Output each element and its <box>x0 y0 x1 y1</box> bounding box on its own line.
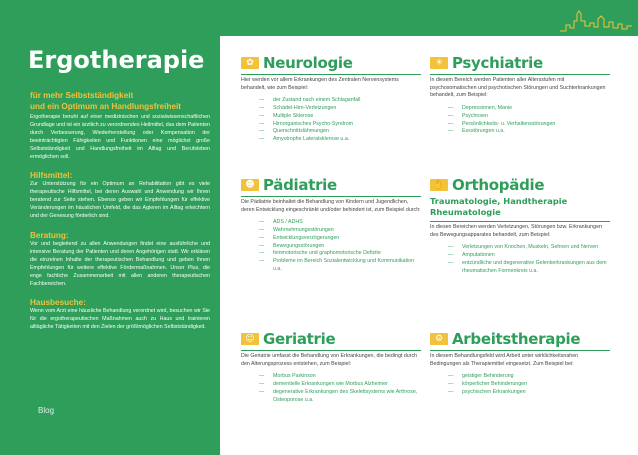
section-geriatrie <box>241 331 421 404</box>
section-orthopaedie <box>430 177 610 275</box>
section-intro: In diesem Behandlungsfeld wird Arbeit unter wirklichkeitsnahen Bedingungen als Therapiemittel eingesetzt. Zum Beispiel bei: <box>430 353 579 367</box>
section-title: Psychiatrie <box>452 54 543 72</box>
item-list <box>241 373 421 404</box>
section-paediatrie <box>241 177 421 273</box>
sun-icon: ☀ <box>430 57 448 69</box>
divider <box>241 196 421 197</box>
list-item: — Probleme im Bereich Sozialentwicklung und Kommunikation u.a. <box>241 258 421 273</box>
list-item: — Amputationen <box>430 252 610 260</box>
list-item: — Entwicklungsverzögerungen <box>241 235 421 243</box>
section-title: Neurologie <box>263 54 353 72</box>
list-item: — Essstörungen u.a. <box>430 128 610 136</box>
list-item: — degenerative Erkrankungen des Skelettsystems wie Arthrose, Osteoporose u.a. <box>241 389 421 404</box>
divider <box>241 74 421 75</box>
item-list <box>430 373 610 396</box>
child-head-icon: ☻ <box>241 179 259 191</box>
list-item: — dementielle Erkrankungen wie Morbus Alzheimer <box>241 381 421 389</box>
list-item: — feinmotorische und graphomotorische Defizite <box>241 250 421 258</box>
hausbesuche-heading: Hausbesuche: <box>30 298 86 308</box>
list-item: — Schädel-Hirn-Verletzungen <box>241 105 421 113</box>
item-list <box>430 244 610 275</box>
page-title: Ergotherapie <box>28 46 205 74</box>
hand-icon: ✋ <box>430 179 448 191</box>
list-item: — psychischen Erkrankungen <box>430 389 610 397</box>
section-arbeitstherapie <box>430 331 610 397</box>
item-list <box>241 97 421 143</box>
hilfsmittel-text: Zur Unterstützung für ein Optimum an Rehabilitation gibt es viele therapeutische Hilfsmittel, bei deren Auswahl und Anwendung wir Ihnen beratend zur Seite stehen. Ebenso geben wir Empfehlungen für effektive Veränderungen im häuslichen Umfeld, die das Agieren im Alltag erleichtern und der Genesung förderlich sind. <box>30 181 210 220</box>
list-item: — Hirnorganisches Psycho-Syndrom <box>241 121 421 129</box>
list-item: — geistiger Behinderung <box>430 373 610 381</box>
section-title: Orthopädie <box>452 176 545 194</box>
item-list <box>241 219 421 273</box>
list-item: — Persönlichkeits- u. Verhaltensstörungen <box>430 121 610 129</box>
list-item: — Verletzungen von Knochen, Muskeln, Sehnen und Nerven <box>430 244 610 252</box>
divider <box>241 350 421 351</box>
tagline-line-1: für mehr Selbstständigkeit <box>30 91 134 100</box>
item-list <box>430 105 610 136</box>
city-skyline-icon <box>560 10 632 32</box>
beratung-text: Vor und begleitend zu allen Anwendungen findet eine ausführliche und intensive Beratung der Patienten und deren Angehörigen statt. Wir erklären die einzelnen Inhalte der therapeutischen Behandlung und geben Ihnen Empfehlungen für weitere effektive Fördermaßnahmen. Unser Plus, die enge fachliche Zusammenarbeit mit allen anderen therapeutischen Fachbereichen. <box>30 240 210 287</box>
divider <box>430 74 610 75</box>
section-psychiatrie <box>430 55 610 136</box>
tagline-line-2: und ein Optimum an Handlungsfreiheit <box>30 102 182 111</box>
list-item: — Querschnittslähmungen <box>241 128 421 136</box>
list-item: — Psychosen <box>430 113 610 121</box>
brain-icon: ✿ <box>241 57 259 69</box>
section-title: Arbeitstherapie <box>452 330 581 348</box>
list-item: — ADS / ADHS <box>241 219 421 227</box>
gears-icon: ⚙ <box>430 333 448 345</box>
head-profile-icon: ☺ <box>241 333 259 345</box>
section-intro: In diesen Bereichen werden Verletzungen, Störungen bzw. Erkrankungen des Bewegungsapparates behandelt, zum Beispiel: <box>430 224 602 238</box>
list-item: — Morbus Parkinson <box>241 373 421 381</box>
list-item: — entzündliche und degenerative Gelenkerkrankungen aus dem rheumatischen Formenkreis u.a. <box>430 260 610 275</box>
intro-text: Ergotherapie beruht auf einer medizinischen und sozialwissenschaftlichen Grundlage und ist ein ärztlich zu verordnendes Heilmittel, das dem Patienten durch Verbesserung, Wiederherstellung oder Kompensation der beeinträchtigten Fähigkeiten und Funktionen eine möglichst große Selbstständigkeit und Handlungsfreiheit im Alltag und Berufsleben ermöglichen soll. <box>30 114 210 160</box>
hilfsmittel-heading: Hilfsmittel: <box>30 171 73 181</box>
section-intro: Die Pädiatrie beinhaltet die Behandlung von Kindern und Jugendlichen, deren Entwicklung eingeschränkt und/oder behindert ist, zum Beispiel durch: <box>241 199 421 213</box>
section-intro: Die Geriatrie umfasst die Behandlung von Erkrankungen, die bedingt durch den Alterungsprozess entstehen, zum Beispiel: <box>241 353 418 367</box>
list-item: — der Zustand nach einem Schlaganfall <box>241 97 421 105</box>
list-item: — körperlicher Behinderungen <box>430 381 610 389</box>
list-item: — Depressionen, Manie <box>430 105 610 113</box>
list-item: — Bewegungsstörungen <box>241 243 421 251</box>
section-title: Geriatrie <box>263 330 336 348</box>
top-banner <box>0 0 638 36</box>
section-intro: Hier werden vor allem Erkrankungen des Zentralen Nervensystems behandelt, wie zum Beispiel: <box>241 77 399 91</box>
section-intro: In diesem Bereich werden Patienten aller Altersstufen mit psychosomatischen und psychotischen Störungen und Suchterkrankungen behandelt, zum Beispiel: <box>430 77 606 99</box>
divider <box>430 221 610 222</box>
beratung-heading: Beratung: <box>30 230 69 240</box>
divider <box>430 350 610 351</box>
footer-mark: Blog <box>38 406 55 415</box>
list-item: — Wahrnehmungsstörungen <box>241 227 421 235</box>
hausbesuche-text: Wenn vom Arzt eine häusliche Behandlung verordnet wird, besuchen wir Sie für die ergotherapeutischen Maßnahmen auch zu Haus und trainieren alltägliche Tätigkeiten mit den Zielen der größtmöglichen Selbstständigkeit. <box>30 308 210 331</box>
sidebar-panel <box>0 36 220 455</box>
list-item: — Multiple Sklerose <box>241 113 421 121</box>
section-subtitle-1: Traumatologie, Handtherapie <box>430 196 568 206</box>
section-neurologie <box>241 55 421 144</box>
section-subtitle-2: Rheumatologie <box>430 207 501 217</box>
list-item: — Amyotrophe Lateralsklerose u.a. <box>241 136 421 144</box>
section-title: Pädiatrie <box>263 176 337 194</box>
